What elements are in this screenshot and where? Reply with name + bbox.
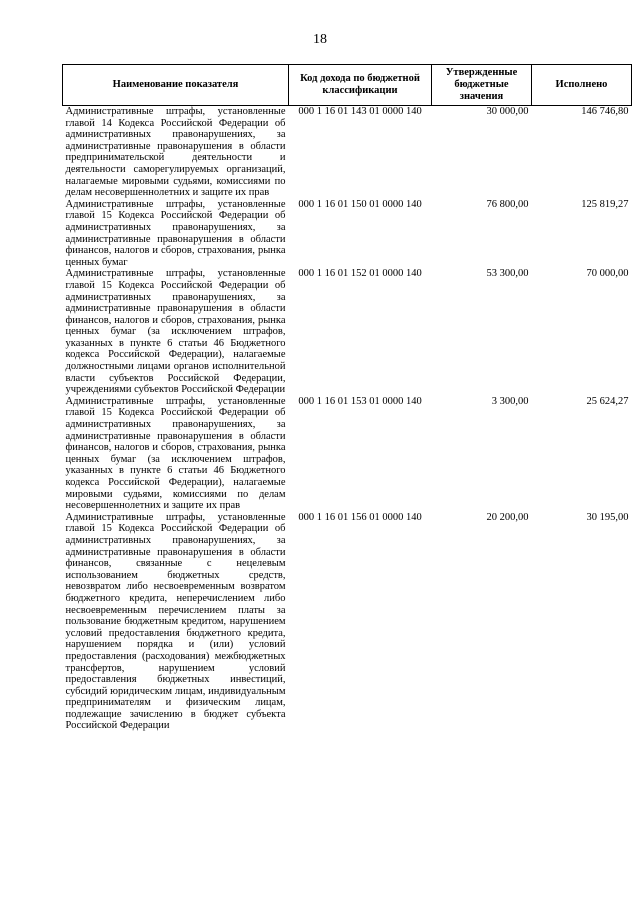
page-number: 18 bbox=[313, 32, 327, 47]
row-approved: 3 300,00 bbox=[491, 395, 529, 407]
row-approved: 76 800,00 bbox=[486, 198, 529, 210]
row-executed: 70 000,00 bbox=[586, 268, 629, 280]
table-row bbox=[63, 199, 632, 269]
row-name: Административные штрафы, установленные главой 15 Кодекса Российской Федерации об административных правонарушениях, за административные правонарушения в области финансов, налогов и сборов, страхования, рынка ценных бумаг (за исключением штрафов, указанных в пункте 6 статьи 46 Бюджетного кодекса Российской Федерации), налагаемые мировыми судьями, комиссиями по делам несовершеннолетних и защите их прав bbox=[65, 395, 286, 512]
row-code: 000 1 16 01 152 01 0000 140 bbox=[298, 268, 422, 280]
table-row bbox=[63, 268, 632, 396]
row-approved: 20 200,00 bbox=[486, 511, 529, 523]
row-code: 000 1 16 01 143 01 0000 140 bbox=[298, 106, 422, 117]
row-approved: 30 000,00 bbox=[486, 106, 529, 117]
header-executed: Исполнено bbox=[532, 65, 632, 106]
row-executed: 25 624,27 bbox=[586, 395, 629, 407]
row-code: 000 1 16 01 153 01 0000 140 bbox=[298, 395, 422, 407]
budget-income-table bbox=[62, 64, 632, 732]
row-name: Административные штрафы, установленные главой 15 Кодекса Российской Федерации об административных правонарушениях, за административные правонарушения в области финансов, налогов и сборов, страхования, рынка ценных бумаг bbox=[65, 198, 286, 268]
row-code: 000 1 16 01 150 01 0000 140 bbox=[298, 198, 422, 210]
row-executed: 30 195,00 bbox=[586, 511, 629, 523]
row-executed: 146 746,80 bbox=[581, 106, 629, 117]
row-name: Административные штрафы, установленные главой 14 Кодекса Российской Федерации об административных правонарушениях, за административные правонарушения в области предпринимательской деятельности и деятельности саморегулируемых организаций, налагаемые мировыми судьями, комиссиями по делам несовершеннолетних и защите их прав bbox=[65, 106, 286, 199]
row-executed: 125 819,27 bbox=[581, 198, 629, 210]
table-header-row bbox=[63, 65, 632, 106]
row-approved: 53 300,00 bbox=[486, 268, 529, 280]
header-code: Код дохода по бюджетной классификации bbox=[289, 65, 432, 106]
table-row bbox=[63, 396, 632, 512]
header-approved: Утвержденные бюджетные значения bbox=[432, 65, 532, 106]
row-name: Административные штрафы, установленные главой 15 Кодекса Российской Федерации об административных правонарушениях, за административные правонарушения в области финансов, налогов и сборов, страхования, рынка ценных бумаг (за исключением штрафов, указанных в пункте 6 статьи 46 Бюджетного кодекса Российской Федерации), налагаемые должностными лицами органов исполнительной власти субъектов Российской Федерации, учреждениями субъектов Российской Федерации bbox=[65, 268, 286, 396]
table-row bbox=[63, 106, 632, 199]
header-name: Наименование показателя bbox=[63, 65, 289, 106]
row-name: Административные штрафы, установленные главой 15 Кодекса Российской Федерации об административных правонарушениях, за административные правонарушения в области финансов, связанные с нецелевым использованием бюджетных средств, невозвратом либо несвоевременным возвратом бюджетного кредита, неперечислением либо несвоевременным перечислением платы за пользование бюджетным кредитом, нарушением условий предоставления бюджетного кредита, нарушением порядка и (или) условий предоставления (расходования) межбюджетных трансфертов, нарушением условий предоставления бюджетных инвестиций, субсидий юридическим лицам, индивидуальным предпринимателям и физическим лицам, подлежащие зачислению в бюджет субъекта Российской Федерации bbox=[65, 511, 286, 732]
row-code: 000 1 16 01 156 01 0000 140 bbox=[298, 511, 422, 523]
table-row bbox=[63, 512, 632, 732]
